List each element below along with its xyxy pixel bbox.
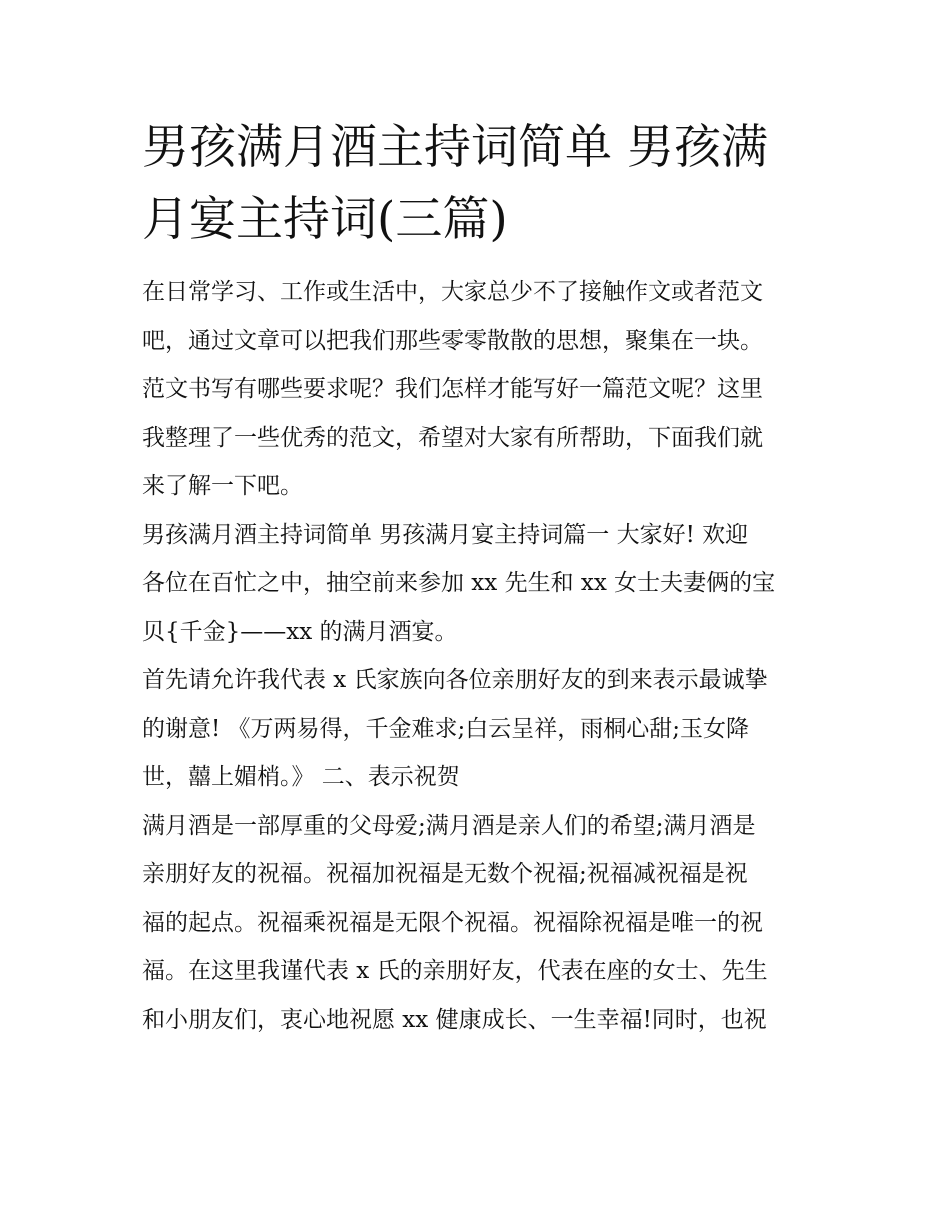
text-line: 吧，通过文章可以把我们那些零零散散的思想，聚集在一块。 [142, 327, 763, 354]
text-line: 来了解一下吧。 [142, 473, 303, 499]
text-line: 世，囍上媚梢。》 二、表示祝贺 [142, 764, 460, 790]
body-paragraph [142, 511, 812, 657]
text-line: 我整理了一些优秀的范文，希望对大家有所帮助，下面我们就 [142, 424, 763, 451]
title-line: 月宴主持词(三篇) [142, 192, 508, 247]
title-line: 男孩满月酒主持词简单 男孩满 [142, 120, 768, 175]
text-line: 和小朋友们，衷心地祝愿 xx 健康成长、一生幸福!同时，也祝 [142, 1006, 767, 1033]
body-paragraph [142, 802, 812, 1045]
intro-paragraph [142, 268, 812, 511]
text-line: 男孩满月酒主持词简单 男孩满月宴主持词篇一 大家好! 欢迎 [142, 521, 749, 548]
text-line: 满月酒是一部厚重的父母爱;满月酒是亲人们的希望;满月酒是 [142, 812, 756, 839]
text-line: 福的起点。祝福乘祝福是无限个祝福。祝福除祝福是唯一的祝 [142, 909, 763, 936]
body-paragraph [142, 656, 812, 802]
document-title [142, 112, 812, 256]
text-line: 首先请允许我代表 x 氏家族向各位亲朋好友的到来表示最诚挚 [142, 667, 768, 693]
text-line: 亲朋好友的祝福。祝福加祝福是无数个祝福;祝福减祝福是祝 [142, 861, 748, 887]
text-line: 福。在这里我谨代表 x 氏的亲朋好友，代表在座的女士、先生 [142, 958, 768, 984]
text-line: 贝{千金}——xx 的满月酒宴。 [142, 618, 458, 645]
text-line: 范文书写有哪些要求呢？我们怎样才能写好一篇范文呢？这里 [142, 376, 763, 402]
text-line: 在日常学习、工作或生活中，大家总少不了接触作文或者范文 [142, 279, 763, 305]
text-line: 的谢意! 《万两易得，千金难求;白云呈祥，雨桐心甜;玉女降 [142, 715, 750, 742]
text-line: 各位在百忙之中，抽空前来参加 xx 先生和 xx 女士夫妻俩的宝 [142, 570, 776, 596]
